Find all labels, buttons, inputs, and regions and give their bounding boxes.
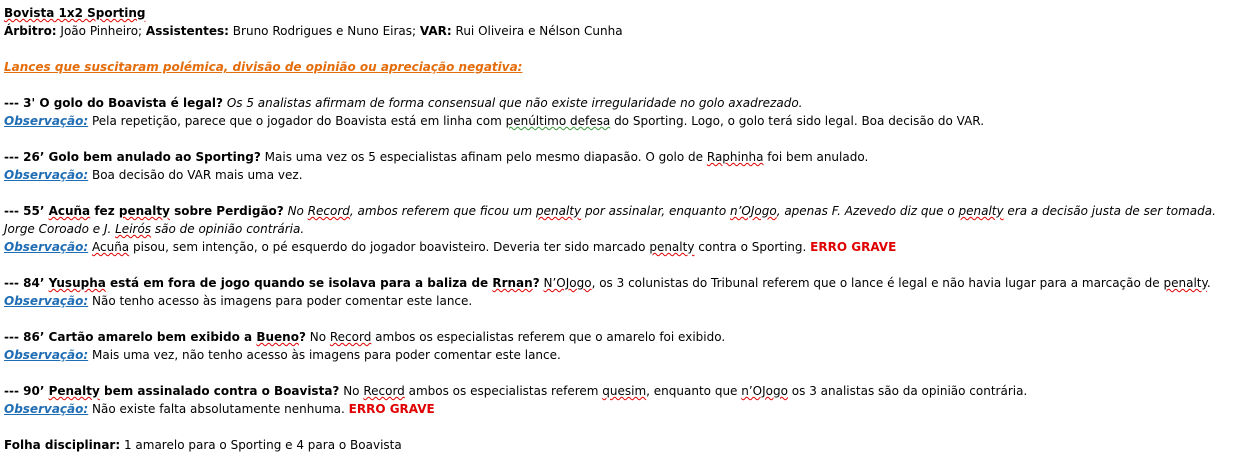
referee-label: Árbitro:: [4, 24, 57, 38]
incident-observation: Observação: Não existe falta absolutamente nenhuma. ERRO GRAVE: [4, 402, 435, 416]
assistants-label: Assistentes:: [145, 24, 229, 38]
incident-observation: Observação: Não tenho acesso às imagens para poder comentar este lance.: [4, 294, 473, 308]
section-heading: [4, 58, 1244, 76]
officials-line: [4, 22, 1244, 40]
incident-observation: Observação: Boa decisão do VAR mais uma vez.: [4, 168, 303, 182]
match-title-text: Bovista 1x2 Sporting: [4, 6, 146, 20]
incident-question: --- 86’ Cartão amarelo bem exibido a Bueno? No Record ambos os especialistas referem que o amarelo foi exibido.: [4, 330, 726, 344]
error-badge: ERRO GRAVE: [810, 240, 897, 254]
incident-question: --- 55’ Acuña fez penalty sobre Perdigão? No Record, ambos referem que ficou um penalty por assinalar, enquanto n’OJogo, apenas F. Azevedo diz que o penalty era a decisão justa de ser tomada. Jorge Coroado e J. Leirós são de opinião contrária.: [4, 204, 1216, 236]
incident-question: --- 26’ Golo bem anulado ao Sporting? Mais uma vez os 5 especialistas afinam pelo mesmo diapasão. O golo de Raphinha foi bem anulado.: [4, 150, 869, 164]
incident-observation: Observação: Pela repetição, parece que o jogador do Boavista está em linha com penúltimo defesa do Sporting. Logo, o golo terá sido legal. Boa decisão do VAR.: [4, 114, 985, 128]
disciplinary-label: Folha disciplinar:: [4, 438, 121, 452]
incident-question: --- 90’ Penalty bem assinalado contra o Boavista? No Record ambos os especialistas referem quesim, enquanto que n’OJogo os 3 analistas são da opinião contrária.: [4, 384, 1028, 398]
var-names: Rui Oliveira e Nélson Cunha: [451, 24, 623, 38]
observation-label: Observação:: [4, 294, 89, 308]
observation-label: Observação:: [4, 240, 89, 254]
referee-name: João Pinheiro;: [56, 24, 146, 38]
observation-label: Observação:: [4, 402, 89, 416]
observation-label: Observação:: [4, 348, 89, 362]
observation-label: Observação:: [4, 114, 89, 128]
incident-question: --- 3' O golo do Boavista é legal? Os 5 analistas afirmam de forma consensual que não existe irregularidade no golo axadrezado.: [4, 96, 803, 110]
assistants-names: Bruno Rodrigues e Nuno Eiras;: [228, 24, 420, 38]
error-badge: ERRO GRAVE: [348, 402, 435, 416]
section-heading-text: Lances que suscitaram polémica, divisão de opinião ou apreciação negativa:: [4, 60, 523, 74]
observation-label: Observação:: [4, 168, 89, 182]
match-title: [4, 4, 1244, 22]
incident-observation: Observação: Acuña pisou, sem intenção, o pé esquerdo do jogador boavisteiro. Deveria ter sido marcado penalty contra o Sporting. ERRO GRAVE: [4, 240, 897, 254]
disciplinary-summary: [4, 436, 1244, 454]
incident-question: --- 84’ Yusupha está em fora de jogo quando se isolava para a baliza de Rrnan? N’OJogo, os 3 colunistas do Tribunal referem que o lance é legal e não havia lugar para a marcação de penalty.: [4, 276, 1211, 290]
disciplinary-text: 1 amarelo para o Sporting e 4 para o Boavista: [120, 438, 402, 452]
incident-observation: Observação: Mais uma vez, não tenho acesso às imagens para poder comentar este lance.: [4, 348, 561, 362]
var-label: VAR:: [419, 24, 452, 38]
